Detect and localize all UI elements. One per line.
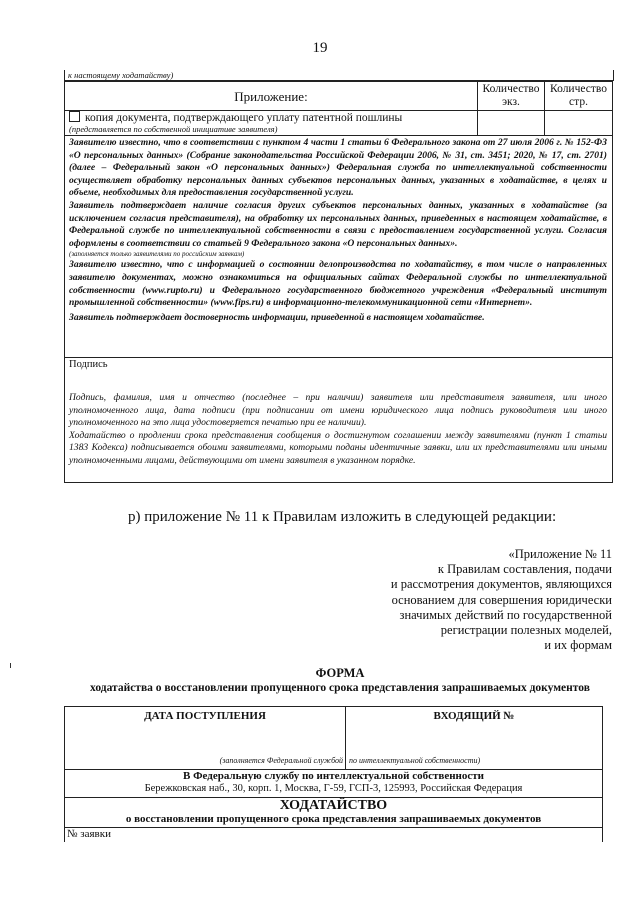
application-number-label: № заявки <box>67 828 111 840</box>
page-number: 19 <box>312 40 328 56</box>
addressee: В Федеральную службу по интеллектуальной собственности <box>182 770 484 782</box>
date-received-label: ДАТА ПОСТУПЛЕНИЯ <box>144 710 266 722</box>
item-label: копия документа, подтверждающего уплату патентной пошлины <box>85 112 403 124</box>
fill-note-right: по интеллектуальной собственности) <box>349 756 481 765</box>
addressee-cell <box>64 769 603 798</box>
item-checkbox[interactable] <box>69 111 80 122</box>
agreement-note: Ходатайство о продлении срока представления сообщения о достигнутом соглашении между заявителями (пункт 1 статьи 1383 Кодекса) подписывается обоими заявителями, которыми поданы идентичные заявки, или их представителями или иными уполномоченными лицами, действующими от имени заявителя в указанном порядке. <box>69 429 607 466</box>
copies-header-cell <box>477 81 545 111</box>
continuation-row <box>64 70 614 81</box>
appendix-ref-line-5: значимых действий по государственной <box>399 607 612 622</box>
petition-subtitle: о восстановлении пропущенного срока представления запрашиваемых документов <box>125 813 542 825</box>
margin-mark <box>10 663 11 668</box>
date-received-cell[interactable] <box>64 706 346 770</box>
item-note: (представляется по собственной инициативе заявителя) <box>69 124 278 134</box>
signature-block <box>64 357 613 483</box>
signature-label: Подпись <box>69 359 108 370</box>
appendix-header: Приложение: <box>234 89 308 104</box>
consent-note: (заполняется только заявителями по российским заявкам) <box>69 250 245 259</box>
item-copies-cell[interactable] <box>477 110 545 136</box>
pages-header-cell <box>544 81 613 111</box>
appendix-ref-line-2: к Правилам составления, подачи <box>437 562 612 577</box>
copies-header-line1: Количество <box>482 83 540 95</box>
address: Бережковская наб., 30, корп. 1, Москва, Г-59, ГСП-3, 125993, Российская Федерация <box>144 783 523 794</box>
consent-paragraph-1: Заявителю известно, что в соответствии с пунктом 4 части 1 статьи 6 Федерального закона от 27 июля 2006 г. № 152-ФЗ «О персональных данных» (Собрание законодательства Российской Федерации 2006, № 31, ст. 3451; 2020, № 17, ст. 2701) (далее – Федеральный закон «О персональных данных») Федеральная служба по интеллектуальной собственности осуществляет обработку персональных данных субъектов персональных данных, указанных в ходатайстве, в целях и объеме, необходимых для предоставления государственной услуги. <box>69 137 607 199</box>
appendix-item-cell <box>64 110 478 136</box>
appendix-ref-line-7: и их формам <box>544 638 612 653</box>
appendix-ref-line-3: и рассмотрения документов, являющихся <box>390 577 612 592</box>
continuation-text: к настоящему ходатайству) <box>68 70 174 80</box>
item-pages-cell[interactable] <box>544 110 613 136</box>
form-title: ФОРМА <box>315 666 365 680</box>
appendix-ref-line-1: «Приложение № 11 <box>508 547 612 561</box>
fill-note-left: (заполняется Федеральной службой <box>219 756 343 765</box>
petition-cell <box>64 797 603 828</box>
consent-paragraph-3: Заявителю известно, что с информацией о состоянии делопроизводства по ходатайству, в том числе о направленных заявителю документах, можно ознакомиться на официальных сайтах Федеральной службы по интеллектуальной собственности (www.rupto.ru) и Федерального государственного бюджетного учреждения «Федеральный институт промышленной собственности» (www.fips.ru) в информационно-телекоммуникационной сети «Интернет». <box>69 259 607 309</box>
copies-header-line2: экз. <box>502 96 520 108</box>
appendix-ref-line-6: регистрации полезных моделей, <box>440 623 612 638</box>
consent-block <box>64 135 613 358</box>
amendment-text: р) приложение № 11 к Правилам изложить в следующей редакции: <box>128 509 557 525</box>
incoming-number-cell[interactable] <box>345 706 603 770</box>
pages-header-line1: Количество <box>550 83 607 95</box>
appendix-reference <box>391 547 612 653</box>
application-number-cell[interactable] <box>64 827 603 842</box>
pages-header-line2: стр. <box>569 96 588 108</box>
consent-paragraph-4: Заявитель подтверждает достоверность информации, приведенной в настоящем ходатайстве. <box>69 311 485 323</box>
form-subtitle: ходатайства о восстановлении пропущенного срока представления запрашиваемых документов <box>90 682 590 694</box>
appendix-ref-line-4: основанием для совершения юридически <box>391 592 612 607</box>
incoming-number-label: ВХОДЯЩИЙ № <box>433 710 515 722</box>
signature-note: Подпись, фамилия, имя и отчество (последнее – при наличии) заявителя или представителя заявителя, или иного уполномоченного лица, дата подписи (при подписании от имени юридического лица подпись руководителя или иного уполномоченного на это лица удостоверяется печатью при ее наличии). <box>69 392 607 429</box>
petition-title: ХОДАТАЙСТВО <box>279 798 388 813</box>
consent-paragraph-2: Заявитель подтверждает наличие согласия других субъектов персональных данных, указанных в ходатайстве (за исключением согласия представителя), на обработку их персональных данных, приведенных в настоящем ходатайстве, в Федеральной службе по интеллектуальной собственности в связи с предоставлением государственной услуги. Согласия оформлены в соответствии со статьей 9 Федерального закона «О персональных данных». <box>69 199 607 249</box>
appendix-header-cell <box>64 81 478 111</box>
